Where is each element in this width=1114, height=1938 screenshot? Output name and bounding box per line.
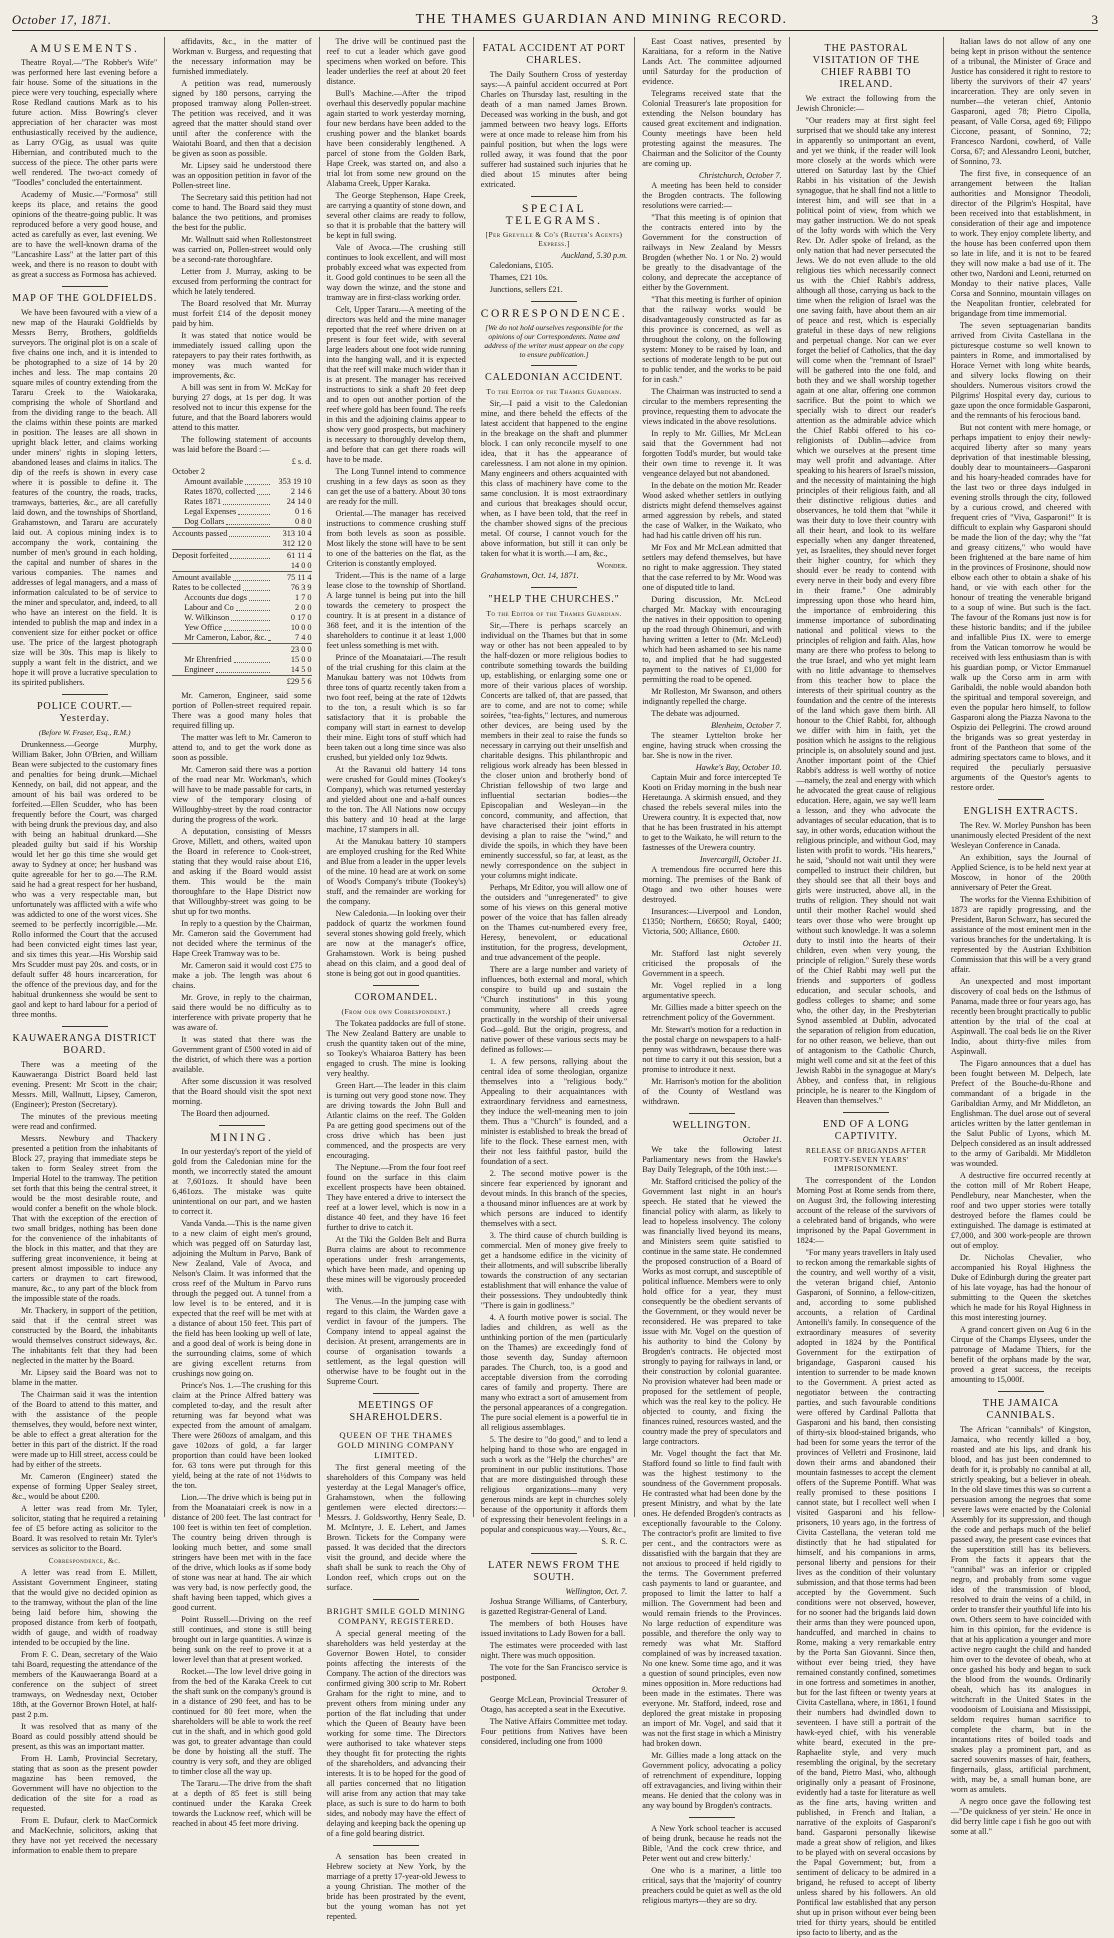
news-paragraph: A tremendous fire occurred here this morning. The premises of the Bank of Otago and two other houses were destroyed. xyxy=(642,865,782,904)
news-paragraph: Telegrams received state that the Colonial Treasurer's late proposition for extending the Nelson boundary has caused great excitement and indignation. County meetings have been held protesting against the measures. The Chairman and the Solicitor of the County are coming up. xyxy=(642,89,782,168)
correspondence-label: Correspondence, &c. xyxy=(48,1556,121,1565)
board-paragraph: A petition was read, numerously signed by 180 persons, carrying the proposed tramway along Pollen-street. The petition was received, and it was agreed that the matter should stand over until after the conference with the Waiotahi Board, and then that a decision be given as soon as possible. xyxy=(172,79,312,158)
board-paragraph: Mr. Cameron (Engineer) stated the expense of forming Upper Sealey street, &c., would be about £200. xyxy=(12,1472,158,1501)
mining-paragraph: Celt, Upper Tararu.—A meeting of the directors was held and the mine manager reported that the reef where driven on at present is four feet wide, with several large leaders about one foot wide running into the hanging wall, and it is expected that the reef will make much wider than it is at present. The manager has received instructions to sink a shaft 20 feet deep and to open out another portion of the reef where gold has been found. The reefs in this and the adjoining claims appear to show very good prospects, but machinery is necessary to thoroughly develop them, and before that can get there roads will have to be made. xyxy=(326,305,466,464)
section-divider xyxy=(998,799,1044,800)
account-row: Dog Collars 0 8 0 xyxy=(184,517,312,526)
mining-paragraph: The Tararu.—The drive from the shaft at a depth of 85 feet is still being continued under the Karaka Creek towards the Lucknow reef, which will be reached in about 45 feet more driving. xyxy=(172,1779,312,1828)
news-paragraph: A New York school teacher is accused of being drunk, because he reads not the Bible, 'And the cock crew thrice, and Peter went out and crew bitterly.' xyxy=(642,1824,782,1863)
telegram-line: Junctions, sellers £21. xyxy=(489,285,563,294)
amusements-heading: AMUSEMENTS. xyxy=(29,43,140,55)
news-paragraph: We take the following latest Parliamentary news from the Hawke's Bay Daily Telegraph, of the 10th inst.:— xyxy=(642,1145,782,1174)
special-telegrams-heading: SPECIAL TELEGRAMS. xyxy=(505,203,603,227)
map-heading: MAP OF THE GOLDFIELDS. xyxy=(12,293,158,304)
mining-paragraph: Vale of Avoca.—The crushing still continues to look excellent, and will most probably exceed what was expected from it. Good gold continues to be seen all the way down the winze, and the stone and tramway are in first-class working order. xyxy=(326,243,466,302)
account-row: Engineer 14 5 0 xyxy=(184,665,312,674)
meeting-paragraph: A special general meeting of the shareholders was held yesterday at the Governor Bowen Hotel, to consider points affecting the interests of the Company. The action of the directors was confirmed giving 300 scrip to Mr. Robert Graham for the right to mine, and to prevent others from mining under any portion of the flat including that under which the Queen of Beauty have been working for some time. The Directors were authorised to take whatever steps they thought fit for protecting the rights of the shareholders, and advancing their interests. It is to be hoped for the good of all parties concerned that no litigation will arise from any action that may take place, as such is sure to do harm to both sides, and nobody may have the effect of delaying and keeping back the opening up of a fine gold bearing district. xyxy=(326,1629,466,1838)
fatal-accident-heading: FATAL ACCIDENT AT PORT CHARLES. xyxy=(482,43,626,66)
board-paragraph: Letter from J. Murray, asking to be excused from performing the contract for which he lately tendered. xyxy=(172,267,312,296)
board-paragraph: The Secretary said this petition had not come to hand. The Board said they must balance the two petitions, and promises the best for the public. xyxy=(172,193,312,232)
mining-paragraph: New Caledonia.—In looking over their paddock of quartz the workmen found several stones showing gold freely, which are now at the manager's office, Grahamstown. Work is being pushed ahead on this claim, and a good deal of stone is being got out in good quantities. xyxy=(326,909,466,978)
coromandel-heading: COROMANDEL. xyxy=(354,992,438,1003)
dateline: Invercargill, October 11. xyxy=(699,855,782,864)
account-row: Legal Expenses 0 1 6 xyxy=(184,507,312,516)
captivity-heading: END OF A LONG CAPTIVITY. xyxy=(822,1119,910,1142)
news-paragraph: Insurances:—Liverpool and London, £1350; Northern, £6650; Royal, £400; Victoria, 500; Alliance, £600. xyxy=(642,907,782,936)
board-paragraph: The Board resolved that Mr. Murray must forfeit £14 of the deposit money paid by him. xyxy=(172,299,312,328)
news-paragraph: In the debate on the motion Mr. Reader Wood asked whether settlers in outlying districts might defend themselves against armed aggression by rebels, and stated the case of Walker, in the Waikato, who had had his cattle driven off his run. xyxy=(642,481,782,540)
correspondence-note: [We do not hold ourselves responsible for the opinions of our Correspondents. Name and address of the writer must appear on the copy to ensure publication.] xyxy=(484,323,624,359)
telegram-line: Thames, £21 10s. xyxy=(489,273,548,282)
column-2 xyxy=(165,37,319,1828)
queen-heading: QUEEN OF THE THAMES GOLD MINING COMPANY LIMITED. xyxy=(337,1430,455,1460)
mining-paragraph: The drive will be continued past the reef to cut a leader which gave good specimens when worked on before. This leader underlies the reef at about 20 feet distance. xyxy=(326,37,466,86)
dateline: October 9. xyxy=(591,1685,628,1694)
account-row: Amount available 75 11 4 xyxy=(172,573,312,582)
news-paragraph: During discussion, Mr. McLeod charged Mr. Mackay with encouraging the natives in their opposition to opening up the road through Ohinemuri, and with having written a letter to (Mr. McLeod) which had been ashamed to see his name to, and implied that he had suggested payment to the natives of £1,000 for permitting the road to be opened. xyxy=(642,595,782,684)
kauwaeranga-heading: KAUWAERANGA DISTRICT BOARD. xyxy=(12,1033,157,1056)
news-paragraph: George McLean, Provincial Treasurer of Otago, has accepted a seat in the Executive. xyxy=(480,1695,628,1714)
letter-signature: S. R. C. xyxy=(601,1537,628,1546)
board-paragraph: Messrs. Newbury and Thackery presented a petition from the inhabitants of Block 27, praying that immediate steps be taken to form Sealey street from the Imperial Hotel to the tramway. The petition set forth that this being the central street, it would be the most desirable route, and would confer a benefit on the whole block. That with the exception of the erection of two small bridges, nothing has been done for the convenience of the inhabitants of the block in this matter, and that they are suffering great inconvenience, it being at present almost impossible to induce any carters or draymen to cart firewood, manure, &c., to any part of the block from the impossible state of the roads. xyxy=(12,1134,158,1303)
mining-heading: MINING. xyxy=(210,1132,274,1144)
mining-paragraph: Rocket.—The low level drive going in from the bed of the Karaka Creek to cut the shaft sunk on the company's ground is in a distance of 290 feet, and has to be continued for 80 feet more, when the shareholders will be able to work the reef cut in the shaft, and in which good gold was got, to greater advantage than could be done by hoisting all the stuff. The country is very soft, and they are obliged to timber close all the way up. xyxy=(172,1667,312,1776)
dateline: Christchurch, October 7. xyxy=(698,171,782,180)
board-paragraph: Mr. Lipsey said he understood there was an opposition petition in favor of the Pollen-street line. xyxy=(172,161,312,190)
account-row: Rates 1870, collected 2 14 6 xyxy=(184,487,312,496)
news-paragraph: Mr. Vogel thought the fact that Mr. Stafford found so little to find fault with was the highest testimony to the soundness of the Government proposals. He contrasted what had been done by the present Ministry, and what by the late ones. He defended Brogden's contracts as exceptionally favourable to the Colony. The contractor's profit are limited to five per cent., and the contractors were as dissatisfied with the bargain that they are not anxious to proceed if held rigidly to the terms. The Government preferred cash payments to land or guarantee, and proposed to limit the latter to half a million. The Government had been and would remain friends to the Provinces. No large reduction of expenditure was possible, and therefore the only way to remedy was what Mr. Stafford complained of was by increased taxation. No one knew. Some time ago, and it was a question of sound principles, even now mines opposition in. More reductions had been made in the estimates. There was everyone. Mr. Stafford, indeed, rose and deplored the great mistake in proposing an import of Mr. Vogel, and said that it was not the first stage in which a Ministry had broken down. xyxy=(642,1449,782,1748)
wellington-heading: WELLINGTON. xyxy=(672,1120,752,1131)
board-paragraph: There was a meeting of the Kauwaeranga District Board held last evening. Present: Mr Scott in the chair; Messrs. Mill, Wallnutt, Lipsey, Cameron, (Engineer); Preston (Secretary). xyxy=(12,1060,158,1109)
article-paragraph: "Our readers may at first sight feel surprised that we should take any interest in apparently so unimportant an event, and yet we think, if the reader will look more closely at the words which were uttered on Saturday last by the Chief Rabbi in his visitation of the Jewish synagogue, that he shall find not a little to interest him, and will see that in a political point of view, from which we may gather instruction. We do not speak of the lofty words with which the Very Rev. Dr. Adler spoke of Ireland, as the only nation that had never persecuted the Jews. We do not even allude to the old religious ties which necessarily connect us with the Chief Rabbi's address, although all those, carrying us back to the time when the religion of Israel was the one saving faith, have about them an air of peace and rest, which is especially grateful in these days of new religions and perpetual change. Nor can we ever forget the belief of Catholics, that the day will come when the "remnant of Israel" will be gathered into the one fold, and both they and we shall worship together again at one altar, offering one common sacrifice. But the point to which we specially wish to direct our reader's attention as the admirable advice which the Chief Rabbi offered to his co-religionists of Dublin—advice from which we ourselves at the present time may well profit and advantage. After speaking to his hearers of Israel's mission, and the necessity of maintaining the high principles of their religious faith, and all their distinctive religious duties and observances, he told them that "while it was their duty to love their country with all their heart, and look to its welfare especially when any danger threatened, yet, as Israelites, they should never forget their higher country, for which they should ever be ready to contend with every nerve in their body and every fibre in their frame." One admirably impressing upon those who heard him, the importance of embroidering this immense importance of subordinating national and political views to the principles of religion and faith. Alas, how many are there who profess to belong to the true Israel, and who yet might learn with no little advantage to themselves from this teacher how to place the interests of their spiritual country as the foundation and the centre of the interests of the land which gave them birth. All honour to the Chief Rabbi, for, although we differ with him in faith, yet the position which he assigns to the religious principle is, on absolutely sound and just. Another important point of the Chief Rabbi's address is well worthy of notice—namely, the zeal and energy with which he advocated the great cause of religious education. Here, again, we say we'll learn a lesson, and they who advocate the advantages of secular education, that is to say, in other words, education without the religious principle, and without God, may listen with profit to words. "His hearers," he said, "should not wait until they were compelled to instruct their children, but they should see that all their boys and girls were instructed, above all, in the truths of religion. They should not wait until their mother Rachel would shed tears over those who were brought up without such knowledge. It was a solemn duty to instil into the hearts of their children, even when very young, the principle of religion." Surely these words of the Chief Rabbi may well put the friends and supporters of godless education, and secular schools, and godless colleges to shame; and some who, the other day, in the Presbyterian Synod assembled at Dublin, advocated the separation of religion from education, for no other reason, we believe, than out of antagonism to the Catholic Church, might well come and sit at the feet of this Jewish Rabbi in the synagogue at Mary's Abbey, and confess that, in religious principle, he is nearer to the Kingdom of Heaven than themselves." xyxy=(796,116,936,1105)
article-paragraph: "For many years travellers in Italy used to reckon among the remarkable sights of the country, and well worthy of a visit, the veteran brigand chief, Antonio Gasparoni, of Sonnino, a fellow-citizen, and, according to some published accounts, a relation of Cardinal Antonelli's family. In consequence of the extraordinary measures of severity adopted in 1824 by the Pontifical Government for the extirpation of brigandage, Gasparoni caused his intention to surrender to be made known to the Government. A priest acted as negotiator between the contracting parties, and such favourable conditions were offered by Cardinal Pallotta that Gasparoni and his band, then consisting of thirty-six blood-stained brigands, who had been for some years the terror of the provinces of Velletri and Frosinone, laid down their arms and abandoned their mountain fastnesses to accept the clement offers of the Supreme Pontiff. What was really promised to these positions I cannot state, but I recollect well when I visited Gasparoni and his fellow-prisoners, 10 years ago, in the fortress of Civita Castellana, the veteran told me distinctly that he had stipulated for himself, and his companions in arms, personal liberty and pensions for their lives as the condition of their voluntary submission, and that those terms had been accepted by the Government. Such conditions were not observed, however, for no sooner had the brigands laid down their arms than they were pounced upon, handcuffed, and marched in chains to Rome, making a very remarkable entry by the Porta San Giovanni. Since then, without ever being tried, they have remained constantly confined, sometimes in one fortress and sometimes in another, but for the last fifteen or twenty years at Civita Castellana, where, in 1861, I found their numbers had dwindled down to seventeen. I have still a portrait of the hawk-eyed chief, with his venerable white beard, executed in the pre-Raphaelite style, and very much resembling the original, by the secretary of the band, Pietro Masi, who, although originally only a peasant of Frosinone, evidently had a taste for literature as well as the fine arts, having written and published, in French and Italian, a narrative of the exploits of Gasparoni's band. Gasparoni personally likewise made a great show of religion, and likes to be played with on several occasions by the Papal Government; but, from a sentiment of delicacy to be admired in a brigand, he refused to accept of liberty unless shared by his followers. An old Pontifical law established that any person shut up in prison without ever being been tried for thirty years, should be entitled ipso facto to liberty, and as the xyxy=(796,1248,936,1937)
letter-addressee: To the Editor of the Thames Guardian. xyxy=(486,387,622,396)
section-divider xyxy=(373,1845,419,1846)
english-extracts-heading: ENGLISH EXTRACTS. xyxy=(963,806,1079,817)
amusements-paragraph: Academy of Music.—"Formosa" still keeps its place, and retains the good opinions of the theatre-going public. It was reproduced before a very good house, and acted as carefully as ever, last evening. We are to have the well-known drama of the "Lancashire Lass" at the latter part of this week, and there is no reason to doubt with as great a success as Formosa has achieved. xyxy=(12,190,158,279)
board-paragraph: Mr. Wallnutt said when Rollestonstreet was carried on, Pollen-street would only be a second-rate thoroughfare. xyxy=(172,235,312,264)
board-paragraph: Mr. Cameron said there was a portion of the road near Mr. Workman's, which will have to be made passable for carts, in view of the temporary closing of Willoughby-street by the road contractor during the progress of the work. xyxy=(172,765,312,824)
board-paragraph: The minutes of the previous meeting were read and confirmed. xyxy=(12,1112,158,1131)
account-row: Rates 1871 24 14 0 xyxy=(184,497,312,506)
article-paragraph: Italian laws do not allow of any one being kept in prison without the sentence of a tribunal, the Minister of Grace and Justice has considered it right to restore to liberty the survivors of their 47 years' incarceration. They are only seven in number—the veteran chief, Antonio Gasparoni, aged 78; Pietro Cipolla, peasant, of Valle Corsa, aged 69; Filippo Ciccone, peasant, of Sonnino, 72; Francesco Nardoni, cowherd, of Valle Corsa, 67; and Alessandro Leoni, butcher, of Sonnino, 73. xyxy=(950,37,1091,166)
mining-paragraph: In our yesterday's report of the yield of gold from the Caledonian mine for the month, we incorrectly stated the amount at 7,601ozs. It should have been 6,461ozs. The mistake was quite unintentional on our part, and we hasten to correct it. xyxy=(172,1147,312,1216)
telegram-place: Auckland, 5.30 p.m. xyxy=(561,251,628,260)
mining-paragraph: Lion.—The drive which is being put in from the Moanataiari creek is now in a distance of 200 feet. The last contract for 100 feet is within ten feet of completion. The country being driven through is looking much better, and some small stringers have been met with in the face of the drive, which looks as if some body of stone was near at hand. The air which was very bad, is now perfectly good, the shaft having been tapped, which gives a good current. xyxy=(172,1493,312,1612)
account-row: 14 0 0 xyxy=(290,561,312,570)
news-paragraph: Mr. Gillies made a long attack on the Government policy, advocating a policy of retrenchment of expenditure, lopping off extravagancies, and living within their means. He denied that the colony was in any way bound by Brogden's contracts. xyxy=(642,1751,782,1810)
board-paragraph: The Board then adjourned. xyxy=(181,1109,270,1118)
dateline: October 11. xyxy=(742,939,782,948)
news-paragraph: Mr. Stafford last night severely criticised the proposals of the Government in a speech. xyxy=(642,949,782,978)
news-paragraph: The Chairman was instructed to send a circular to the members representing the province, requesting them to advocate the views indicated in the above resolutions. xyxy=(642,387,782,426)
extract-paragraph: A grand concert given on Aug 6 in the Cirque of the Champs Elysees, under the patronage of Madame Thiers, for the benefit of the orphans made by the war, proved a great success, the receipts amounting to 15,000f. xyxy=(950,1325,1091,1384)
section-divider xyxy=(62,286,108,287)
news-paragraph: The steamer Lyttelton broke her engine, having struck when crossing the bar. She is now in the river. xyxy=(642,731,782,760)
account-row: Rates to be collected 76 3 9 xyxy=(172,583,312,592)
police-heading: POLICE COURT.—Yesterday. xyxy=(36,701,133,724)
board-paragraph: It was stated that there was the Government grant of £500 voted in aid of the district, of which there was a portion available. xyxy=(172,1035,312,1074)
board-paragraph: From E. Dufaur, clerk to MacCormick and MacKechnie, solicitors, asking that they have not yet received the necessary information to enable them to prepare xyxy=(12,1816,158,1855)
board-paragraph: Mr. Lipsey said the Board was not to blame in the matter. xyxy=(12,1368,158,1387)
coromandel-subheading: (From our own Correspondent.) xyxy=(341,1007,451,1016)
extract-paragraph: The works for the Vienna Exhibition of 1873 are rapidly progressing, and the President, Baron Schwarz, has secured the assistance of the most eminent men in the various branches for the undertaking. It is represented by the Austrian Exhibition Commission that this will be a very grand affair. xyxy=(950,895,1091,974)
section-divider xyxy=(689,1113,735,1114)
letter-paragraph: 2. The second motive power is the sincere fear experienced by ignorant and devout minds. In this branch of the species, a thousand minor influences are at work by which persons are induced to identify themselves with a sect. xyxy=(480,1169,628,1228)
mining-paragraph: Point Russell.—Driving on the reef still continues, and stone is still being brought out in large quantities. A winze is being sunk on the reef to prove it at a lower level than that at present worked. xyxy=(172,1615,312,1664)
dateline: Blenheim, October 7. xyxy=(710,721,782,730)
news-paragraph: Mr. Gillies made a bitter speech on the retrenchment policy of the Government. xyxy=(642,1003,782,1022)
news-paragraph: One who is a mariner, a little too critical, says that the 'majority' of country preachers could be quiet as well as the old religious martyrs—they are so dry. xyxy=(642,1866,782,1905)
mining-paragraph: Vanda Vanda.—This is the name given to a new claim of eight men's ground, which was pegged off on Saturday last, adjoining the Multum in Parvo, Bank of New Zealand, Vale of Avoca, and Nelson's Claim. It was informed that the cross reef of the Multum in Parvo runs through the pegged out. A tunnel from a low level is to be entered, and it is expected that the reef will be met with at a distance of about 150 feet. This part of the field has been looking up well of late, and a good deal of work is being done in the surrounding claims, some of which are giving excellent returns from crushings now going on. xyxy=(172,1219,312,1378)
extract-paragraph: An unexpected and most important discovery of coal beds on the Isthmus of Panama, made three or four years ago, has recently been brought practically to public attention by the trial of the coal at Aspinwall. The coal beds lie on the River Indio, about thirty-five miles from Aspinwall. xyxy=(950,977,1091,1056)
coromandel-paragraph: The Neptune.—From the four foot reef found on the surface in this claim excellent prospects have been obtained. They have entered a drive to intersect the reef at a lower level, which is now in a distance 40 feet, and they have 16 feet further to drive to catch it. xyxy=(326,1163,466,1232)
account-row: W. Wilkinson 0 17 0 xyxy=(184,613,312,622)
mining-paragraph: Oriental.—The manager has received instructions to commence crushing stuff from both levels as soon as possible. Most likely the stone will have to be sent to one of the batteries on the flat, as the Criterion is constantly employed. xyxy=(326,509,466,568)
board-paragraph: affidavits, &c., in the matter of Workman v. Burgess, and requesting that the necessary information may be furnished immediately. xyxy=(172,37,312,76)
board-paragraph: In reply to a question by the Chairman, Mr. Cameron said the Government had not decided where the terminus of the Hape Creek Tramway was to be. xyxy=(172,919,312,958)
news-paragraph: The vote for the San Francisco service is postponed. xyxy=(480,1663,628,1682)
column-6 xyxy=(790,37,944,1937)
news-paragraph: Mr. Harrison's motion for the abolition of the County of Westland was withdrawn. xyxy=(642,1077,782,1106)
meetings-heading: MEETINGS OF SHAREHOLDERS. xyxy=(349,1400,443,1423)
account-row: Mr Cameron, Labor, &c. 7 4 0 xyxy=(184,633,312,642)
board-paragraph: A letter was read from E. Millett, Assistant Government Engineer, stating that the would give no decided opinion as to the tramway, without the plan of the line being laid before him, showing the proposed distance from kerb of footpath, width of gauge, and width of roadway intended to be occupied by the line. xyxy=(12,1568,158,1647)
news-paragraph: The Native Affairs Committee met today. Four petitions from Natives have been considered, including one from 1000 xyxy=(480,1717,628,1746)
section-divider xyxy=(689,1817,735,1818)
column-4 xyxy=(474,37,635,1746)
letter-paragraph: There are a large number and variety of influences, both external and moral, which conspire to build up and sustain the "Church institutions" in this young community, where all creeds agree practically in the worship of their universal God—gold. But the origin, progress, and native power of these various sects may be defined as follows:— xyxy=(480,965,628,1054)
section-divider xyxy=(531,196,577,197)
news-paragraph: "That this meeting is further of opinion that the railway works would be disadvantageously constructed as far as this province is concerned, as well as throughout the colony, on the following system: Money to be raised by loan, and sections of moderate length to be put out to public tender, and the works to be paid for in cash." xyxy=(642,295,782,384)
account-row: 23 0 0 xyxy=(172,643,311,655)
news-paragraph: East Coast natives, presented by Karaitiana, for a reform in the Native Lands Act. The committee adjourned until Saturday for the production of evidence. xyxy=(642,37,782,86)
later-news-heading: LATER NEWS FROM THE SOUTH. xyxy=(488,1560,620,1583)
news-paragraph: A sensation has been created in Hebrew society at New York, by the marriage of a pretty 17-year-old Jewess to a young Christian. The mother of the bride has been prostrated by the event, but the young woman has not yet repented. xyxy=(326,1852,466,1921)
coromandel-paragraph: The Tokatea paddocks are full of stone. The New Zealand Battery are unable to crush the quantity taken out of the mine, so Tookey's Whaiaroa Battery has been engaged to crush. The mine is looking very healthy. xyxy=(326,1019,466,1078)
mining-paragraph: The George Stephenson, Hape Creek, are carrying a quantity of stone down, and several other claims are ready to follow, so that it is probable that the battery will be kept in full swing. xyxy=(326,191,466,240)
board-paragraph: Mr. Cameron, Engineer, said some portion of Pollen-street required repair. There was a good many holes that required filling up. xyxy=(172,691,312,730)
letter-paragraph: 1. A few persons, rallying about the central idea of some theologian, organize themselves into a "religious body." Appealing to their acquaintances with extraordinary fervidness and earnestness, they induce the well-meaning men to join them. Thus a "Church" is founded, and a minister is established to break the bread of life to the flock. These earnest men, with their not less faithful pastor, build the foundation of a sect. xyxy=(480,1057,628,1166)
section-divider xyxy=(62,694,108,695)
accident-paragraph: The Daily Southern Cross of yesterday says:—A painful accident occurred at Port Charles on Thursday last, resulting in the death of a man named James Brown. Deceased was working in the bush, and got jammed between two heavy logs. Efforts were at once made to release him from his painful position, but when the logs were rolled away, it was found that the poor sufferer had sustained such injuries that he died about 15 minutes after being extricated. xyxy=(480,70,628,189)
board-paragraph: A letter was read from Mr. Tyler, solicitor, stating that he required a retaining fee of £5 before acting as solicitor to the Board. It was resolved to retain Mr. Tyler's services as solicitor to the Board. xyxy=(12,1504,158,1553)
section-divider xyxy=(373,1393,419,1394)
section-divider xyxy=(531,587,577,588)
board-paragraph: From F. C. Dean, secretary of the Waio tahi Board, requesting the attendance of the members of the Kauwaeranga Board at a conference on the subject of street tramways, on Wednesday next, October 18th, at the Governor Brown Hotel, at half-past 2 p.m. xyxy=(12,1650,158,1719)
mining-paragraph: Trident.—This is the name of a large lease close to the township of Shortland. A large tunnel is being put into the hill towards the cemetery to prospect the country. It is at present in a distance of 368 feet, and it is the intention of the shareholders to continue it at least 1,000 feet unless something is met with. xyxy=(326,571,466,650)
pastoral-heading: THE PASTORAL VISITATION OF THE CHIEF RABBI TO IRELAND. xyxy=(812,43,920,90)
board-paragraph: The following statement of accounts was laid before the Board :— xyxy=(172,435,312,454)
page-number: 3 xyxy=(1091,12,1098,27)
board-paragraph: A deputation, consisting of Messrs Grove, Millett, and others, waited upon the Board in reference to Cook-street, stating that they would raise about £16, and asking if the Board would assist them. This would be the main thoroughfare to the Hape District now that Willoughby-street was going to be shut up for two months. xyxy=(172,827,312,916)
police-paragraph: Drunkenness.—George Murphy, William Baker, John O'Brien, and William Bean were subjected to the customary fines and penalties for being drunk.—Michael Kennedy, on bail, did not appear, and the amount of his bail was ordered to be forfeited.—Ellen Scudder, who has been frequently before the Court, was charged with being drunk the previous day, and also with being an habitual drunkard.—She pleaded guilty but said if his Worship would let her go this time she would get away to Sydney at once; her husband was quite agreeable for her to go.—The R.M. said he had a great respect for her husband, who was a very respectable man, but unfortunately was afflicted with a wife who was addicted to one of the worst vices. She seemed to be perfectly incorrigible.—Mr. Rollo informed the Court that the accused had been convicted eight times last year, and six times this year.—His Worship said Mrs Scudder must pay 20s. and costs, or in default suffer 48 hours incarceration, for the offence of the previous day, and for the habitual drunkenness she would be sent to gaol and kept to hard labour for a period of three months. xyxy=(12,740,158,1019)
letter-paragraph: Sir,—There is perhaps scarcely an individual on the Thames but that in some way or other has not been appealed to by the half-dozen or more religious bodies to contribute something towards the building up, establishing, or enlarging some one or more of their various places of worship. Concerts are talked of, that are passed, that are to come, and are not to come; while soirées, "tea-fights," lectures, and numerous other devices, are being used by the members in their zeal to raise the funds so necessary in carrying out their unselfish and charitable designs. This philanthropic and religious work already has been blessed in the closer union and brotherly bond of Christian fellowship of two large and influential sectarian bodies—the Episcopalian and Wesleyan—in the concord, community, and affection, that have characterised their joint efforts in devising a plan to raise the "wind," and divide the spoils, in which they have been eminently successful, so far, at least, as the newly correspondence on the subject in your columns might indicate. xyxy=(480,621,628,880)
correspondence-heading: CORRESPONDENCE. xyxy=(480,308,628,320)
board-paragraph: It was resolved that as many of the Board as could possibly attend should be present, as this was an important matter. xyxy=(12,1722,158,1751)
coromandel-paragraph: At the Tiki the Golden Belt and Burra Burra claims are about to recommence operations under fresh arrangements, which have been made, and opening up these mines will be vigorously proceeded with. xyxy=(326,1235,466,1294)
account-row: Labour and Co 2 0 0 xyxy=(184,603,312,612)
news-paragraph: A meeting has been held to consider the Brogden contracts. The following resolutions were carried:— xyxy=(642,181,782,210)
accounts-header: £ s. d. xyxy=(291,457,312,466)
telegram-line: Caledonians, £105. xyxy=(489,261,554,270)
news-paragraph: Captain Muir and force intercepted Te Kooti on Friday morning in the bush near Heretaunga. A skirmish ensued, and they chased the rebels several miles into the Urewera country. It is expected that, now that he has been frustrated in his attempt to get to the Waikato, he will return to the fastnesses of the Urewera country. xyxy=(642,773,782,852)
section-divider xyxy=(531,365,577,366)
section-divider xyxy=(998,1391,1044,1392)
article-paragraph: The correspondent of the London Morning Post at Rome sends from there, on August 3rd, the following interesting account of the release of the survivors of a celebrated band of brigands, who were imprisoned by the Papal Government in 1824:— xyxy=(796,1176,936,1245)
extract-paragraph: The Rev. W. Morley Punshon has been unanimously elected President of the next Wesleyan Conference in Canada. xyxy=(950,821,1091,850)
account-row: Mr Ehrenfried 15 0 0 xyxy=(184,655,312,664)
news-paragraph: Mr. Stewart's motion for a reduction in the postal charge on newspapers to a half-penny was withdrawn, because there was not time to carry it out this session, but a promise to introduce it next. xyxy=(642,1025,782,1074)
article-paragraph: The African "cannibals" of Kingston, Jamaica, who recently killed a boy, roasted and ate his lips, and drank his blood, and has just been condemned to death for it, is probably no cannibal at all, strictly speaking, but a believer in obeah. In the old slave times this was so current a persuasion among the negroes that some severe laws were enacted by the Colonial Assembly for its suppression, and though the code and perhaps much of the belief passed away, the present case evinces that the superstition still has its believers. From the facts it appears that the "cannibal" was an inferior or crippled negro, and probably from some vague idea of the transmission of blood, resolved to drain the veins of a child, in order to transfer their youthful life into his own. Others seem to have coincided with him in this opinion, for the evidence is that at his application a younger and more active negro caught the child and handed him over to the devotee of obeah, who at once gashed his body and began to suck the blood from the wounds. Ordinarily obeah, which has its analogues in witchcraft in the United States in the voodooism of Louisiana and Mississippi, seldom requires human sacrifice to complete the charm, but in the incantations rites of boiled toads and snakes play a prominent part, and as sacred souvenirs masses of hair, feathers, fingernails, glass, artificial parchment, with, may be, a small human bone, are worn as amulets. xyxy=(950,1425,1091,1794)
account-row: Accounts due dogs 1 7 0 xyxy=(184,593,312,602)
account-row: 312 12 0 xyxy=(282,539,312,548)
mining-paragraph: Prince's Nos. 1.—The crushing for this claim at the Prince Alfred battery was completed to-day, and the result after returning was far beyond what was expected from the amount of amalgam. There were 260ozs of amalgam, and this gave 102ozs of gold, a far larger proportion than could have been looked for. 63 tons were put through for this yield, being at the rate of not 1½dwts to the ton. xyxy=(172,1381,312,1490)
mining-paragraph: Prince of the Moanataiari.—The result of the trial crushing for this claim at the Manukau battery was not 10dwts from three tons of quartz recently taken from a two foot reef, being at the rate of 12dwts to the ton, a result which is so far satisfactory that it is probable the company will start in earnest to develop their mine. Eight tons of stuff which had been taken out a long time since was also crushed, but yielded only 1oz 9dwts. xyxy=(326,653,466,762)
section-divider xyxy=(219,1125,265,1126)
dateline: October 11. xyxy=(742,1135,782,1144)
account-row: October 2 xyxy=(172,467,205,476)
news-paragraph: Mr. Vogel replied in a long argumentative speech. xyxy=(642,981,782,1000)
column-grid xyxy=(12,37,1098,1937)
coromandel-paragraph: The Venus.—In the jumping case with regard to this claim, the Warden gave a verdict in favour of the jumpers. The Company intend to appeal against the decision. At present, arrangements are in course of organisation towards a settlement, as the legal question will otherwise have to be fought out in the Supreme Court. xyxy=(326,1297,466,1386)
accounts-statement xyxy=(172,457,311,687)
dateline: Hawke's Bay, October 10. xyxy=(695,763,782,772)
captivity-subheading: RELEASE OF BRIGANDS AFTER FORTY-SEVEN YEARS' IMPRISONMENT. xyxy=(805,1146,927,1173)
board-paragraph: After some discussion it was resolved that the Board should visit the spot next morning. xyxy=(172,1077,312,1106)
news-paragraph: Joshua Strange Williams, of Canterbury, is gazetted Registrar-General of Land. xyxy=(480,1597,628,1616)
news-paragraph: "That this meeting is of opinion that the contracts entered into by the Government for the construction of railways in New Zealand by Messrs Brogden (whether No. 1 or No. 2) would be greatly to the disadvantage of the colony, and deprecate the acceptance of either by the Government. xyxy=(642,213,782,292)
section-divider xyxy=(62,1026,108,1027)
mining-paragraph: The Long Tunnel intend to commence crushing in a few days as soon as they can get the use of a battery. About 30 tons are ready for the mill. xyxy=(326,467,466,506)
dateline: Wellington, Oct. 7. xyxy=(565,1587,628,1596)
board-paragraph: From H. Lamb, Provincial Secretary, stating that as soon as the present powder magazine has been removed, the Government will have no objection to the dedication of the site for a road as requested. xyxy=(12,1754,158,1813)
board-paragraph: Mr. Grove, in reply to the chairman, said there would be no difficulty as to interference with private property that he was aware of. xyxy=(172,993,312,1032)
section-divider xyxy=(531,1553,577,1554)
extract-paragraph: Dr. Nicholas Chevalier, who accompanied his Royal Highness the Duke of Edinburgh during the greater part of his late voyage, has had the honour of submitting to the Queen the sketches which he made for his Royal Highness in this most interesting journey. xyxy=(950,1253,1091,1322)
letter-paragraph: Sir,—I paid a visit to the Caledonian mine, and there beheld the effects of the latest accident that happened to the engine in the breakage on the shaft and plummer block. I can only reconcile myself to one idea, that it has the appearance of carelessness. I am not alone in my opinion. Many engineers and others acquainted with this class of machinery have come to the same conclusion. It is most extraordinary and curious that breakages should occur, when, as I have been told, that the reef in the chamber showed signs of the precious metal. Of course, I cannot vouch for the above information, but still it can only be taken for what it is worth.—I am, &c., xyxy=(480,399,628,558)
police-subheading: (Before W. Fraser, Esq., R.M.) xyxy=(38,728,131,737)
letter-paragraph: 3. The third cause of church building is commercial. Men of money give freely to get a handsome edifice in the vicinity of their allotments, and will subscribe liberally towards the construction of any sectarian establishment that will enhance the value of their possessions. They undoubtedly think "There is gain in godliness." xyxy=(480,1231,628,1310)
mining-paragraph: At the Ravanui old battery 14 tons were crushed for Gould mines (Tookey's Company), which was returned yesterday and yielded about one and a-half ounces to the ton. The All Nations now occupy this battery and 10 head at the large machine, 17 stampers in all. xyxy=(326,765,466,834)
letter-date: Grahamstown, Oct. 14, 1871. xyxy=(480,571,579,580)
account-row: Accounts passed 313 10 4 xyxy=(172,529,312,538)
board-paragraph: A bill was sent in from W. McKay for burying 27 dogs, at 1s per dog. It was resolved not to incur this expense for the future, and that the Board laborers would attend to this matter. xyxy=(172,383,312,432)
help-churches-heading: "HELP THE CHURCHES." xyxy=(488,594,620,605)
section-divider xyxy=(531,301,577,302)
article-paragraph: The first five, in consequence of an arrangement between the Italian authorities and Monsignor Theodoli, director of the Pilgrim's Hospital, have been received into that establishment, in consideration of their age and impotence to work. They enjoy complete liberty, and the house has been conferred upon them so late in life, and it is not to be feared they will now make a bad use of it. The other two, Nardoni and Leoni, returned on Monday to their native places, Valle Corsa and Sonnino, mountain villages on the Neapolitan frontier, celebrated for brigandage from time immemorial. xyxy=(950,169,1091,318)
column-5 xyxy=(635,37,789,1905)
news-paragraph: Mr Rolleston, Mr Swanson, and others indignantly repelled the charge. xyxy=(642,687,782,706)
masthead xyxy=(12,6,1098,31)
board-paragraph: Mr. Cameron said it would cost £75 to make a job. The length was about 6 chains. xyxy=(172,961,312,990)
account-row: £29 5 6 xyxy=(172,675,311,687)
coromandel-paragraph: Green Hart.—The leader in this claim is turning out very good stone now. They are driving towards the John Bull and Atlantic claims on the reef. The Golden Pa are getting good specimens out of the cross drive which has been just commenced, and the prospects are very encouraging. xyxy=(326,1081,466,1160)
section-divider xyxy=(843,1112,889,1113)
section-divider xyxy=(373,1599,419,1600)
news-paragraph: The debate was adjourned. xyxy=(651,709,740,718)
letter-paragraph: Perhaps, Mr Editor, you will allow one of the outsiders and "unregenerated" to give some of his views on this general motive power of the voice that has fallen already on the Thames cut-numbered every free, Heresy, benevolent, or educational institution, for the progress, development, and true advancement of the people. xyxy=(480,883,628,962)
news-paragraph: Mr Fox and Mr McLean admitted that settlers may defend themselves, but have no right to make aggression. They stated that the case referred to by Mr. Wood was one of disputed title to land. xyxy=(642,543,782,592)
letter-paragraph: 4. A fourth motive power is social. The ladies and children, as well as the unthinking portion of the men (particularly on the Thames) are exceedingly fond of those seventh day, Sunday afternoon parades. The Church, too, is a good and acceptable diversion from the corroding cares of family and property. There are many who extract a sort of amusement from the personal appearances of a congregation. The pure social element is a powerful tie in all religious assemblages. xyxy=(480,1313,628,1432)
section-divider xyxy=(373,985,419,986)
news-paragraph: In reply to Mr. Gillies, Mr McLean said that the Government had not forgotten Todd's murder, but would take their own time to revenge it. It was vengeance delayed but not abandoned. xyxy=(642,429,782,478)
meeting-paragraph: The first general meeting of the shareholders of this Company was held yesterday at the Legal Manager's office, Grahamstown, when the following gentlemen were elected directors:—Messrs. J. Goldsworthy, Henry Seale, D. M. McIntyre, J. E. Lehert, and James Brown. Tickets for the Company were passed. It was decided that the directors visit the ground, and decide where the shaft shall be sunk to reach the Ohy of London reef, which crops out on the surface. xyxy=(326,1463,466,1592)
article-paragraph: We extract the following from the Jewish Chronicle:— xyxy=(796,94,936,113)
telegrams-subheading: [Per Greville & Co's (Reuter's Agents) Express.] xyxy=(485,230,623,248)
newspaper-title: THE THAMES GUARDIAN AND MINING RECORD. xyxy=(415,12,788,27)
map-paragraph: We have been favoured with a view of a new map of the Hauraki Goldfields by Messrs Berry, Brothers, goldfields surveyors. The original plot is on a scale of five chains one inch, and it is intended to be photographed to a size of 14 by 20 inches and less. The map contains 20 square miles of country extending from the Tararu Creek to the Waiokaraka, comprising the whole of Shortland and from the dividing range to the beach. All the claims within these points are marked in position. The leases are all shown in upright black letter, and claims working under miners' rights in sloping letters, abandoned leases and claims in italics. The dip of the reefs is shown in every case where it is possible to define it. The features of the country, the roads, tracks, tramways, batteries, &c., are all carefully laid down, and the townships of Shortland, Grahamstown, and Tararu are accurately laid out. A copious mining index is to accompany the work, containing the number of men's ground in each holding, the capital and number of shares in the various companies. The names and addresses of legal managers, and a mass of information calculated to be of service to the miner and speculator, and, indeed, to all who have an interest on the field. It is intended to publish the map and index in a convenient size for either pocket or office use. The price of the largest photograph size will be 30s. This map is likely to supply a want felt in the district, and we hope it will prove a lucrative speculation to its spirited publishers. xyxy=(12,308,158,687)
column-1 xyxy=(12,37,165,1855)
article-paragraph: But not content with mere homage, or perhaps impatient to enjoy their newly-acquired liberty after so many years deprivation of that inestimable blessing, doubly dear to mountaineers—Gasparoni and his hoary-headed comrades have for the last two or three days indulged in evening strolls through the city, followed by a curious crowd, and cheered with frequent cries of "Viva, Gasparoni!" It is difficult to explain why Gasparoni should be made the lion of the day; why the "fat and greasy citizens," who would have been frightened at the bare name of him in the provinces of Frosinone, should now elbow each other to obtain a shake of his hand, or vie with each other for the honour of treating the venerable brigand to a soup of wine. But such is the fact. The favour of the Romans just now is for these historic bandits; and if the jubilee and infallible Pius IX. were to emerge from the Vatican tomorrow he would be received with less enthusiasm than is with his guardian pomp, or Victor Emmanuel walk up the Corso arm in arm with Garibaldi, the noble would abandon both the spiritual and temporal sovereign, and even the popular hero himself, to follow Gasparoni along the Piazza Navona to the Ospizio dei Pellegrini. The crowd around the brigands was so great yesterday in front of the Pantheon that some of the admiring spectators came to blows, and it required the peculiarly persuasive arguments of the Questor's agents to restore order. xyxy=(950,423,1091,792)
account-row: Yew Office 10 0 0 xyxy=(184,623,312,632)
amusements-paragraph: Theatre Royal.—"The Robber's Wife" was performed here last evening before a fair house. Some of the situations in the piece were very touching, especially where Rose Redland cautions Mark as to his future action. Miss Bowring's clever appreciation of her character was most enthusiastically received by the audience, as Larry O'Gig, as usual was quite Hibernian, and contributed much to the success of the piece. The other parts were well rendered. The two-act comedy of "Toodles" concluded the entertainment. xyxy=(12,58,158,187)
account-row: Amount available 353 19 10 xyxy=(184,477,312,486)
caledonian-heading: CALEDONIAN ACCIDENT. xyxy=(484,372,624,383)
board-paragraph: It was stated that notice would be immediately issued calling upon the ratepayers to pay their rates forthwith, as money was much wanted for improvements, &c. xyxy=(172,331,312,380)
article-paragraph: The seven septuagenarian bandits arrived from Civita Castellana in the picturesque costume so well known to painters in Rome, and immortalised by Horace Vernet with long white beards, and silvery locks flowing on their shoulders. Numerous visitors crowd the Pilgrims' Hospital every day, curious to gaze upon the once formidable Gasparoni, and the remnants of his ferocious band. xyxy=(950,321,1091,420)
bright-smile-heading: BRIGHT SMILE GOLD MINING COMPANY, REGISTERED. xyxy=(326,1606,466,1626)
letter-addressee: To the Editor of the Thames Guardian. xyxy=(486,609,622,618)
article-paragraph: A negro once gave the following test—"De quickness of yer stein.' He once in did berry little cape i fish he goo out with some at all." xyxy=(950,1797,1091,1836)
news-paragraph: The estimates were proceeded with last night. There was much opposition. xyxy=(480,1641,628,1660)
board-paragraph: The matter was left to Mr. Cameron to attend to, and to get the work done as soon as possible. xyxy=(172,733,312,762)
news-paragraph: The members of both Houses have issued invitations to Lady Bowen for a ball. xyxy=(480,1619,628,1638)
letter-signature: Wonder. xyxy=(596,561,628,570)
extract-paragraph: A destructive fire occurred recently at the cotton mill of Mr Robert Heape, Pendlebury, near Manchester, when the roof and two upper stories were totally destroyed before the flames could be extinguished. The damage is estimated at £7,000, and 300 work-people are thrown out of employ. xyxy=(950,1171,1091,1250)
column-7 xyxy=(944,37,1098,1836)
jamaica-heading: THE JAMAICA CANNIBALS. xyxy=(982,1398,1060,1421)
extract-paragraph: An exhibition, says the Journal of Applied Science, is to be held next year at Moscow, in honor of the 200th anniversary of Peter the Great. xyxy=(950,853,1091,892)
news-paragraph: Mr. Stafford criticised the policy of the Government last night in an hour's speech. He stated that he viewed the financial policy with alarm, as likely to lead to hopeless insolvency. The colony was financially lived beyond its means, and Ministers seem quite satisfied to continue in the same state. He condemned the proposed construction of a Board of Works as most corrupt, and susceptible of political influence. Members were to only hold office for a year, they must consequently be the obedient servants of the Government, or they would never be reconsidered. He was prepared to take issue with Mr. Vogel on the question of his authority to bind the Colony by Brogden's contracts. He objected most strongly to paying for railways in land, or their construction by colonial guarantee. No provision whatever had been made or proposed for the settlement of people, which was the real key to the policy. He objected to county, and fixing the finances ruined, resources wasted, and the country made the prey of speculators and large contractors. xyxy=(642,1177,782,1446)
issue-date: October 17, 1871. xyxy=(12,13,112,27)
board-paragraph: The Chairman said it was the intention of the Board to attend to this matter, and with the assistance of the people themselves, they would, before next winter, be able to effect a great alteration for the better in this part of the district. If the road were made up to Hill street, access could be had by either of the streets. xyxy=(12,1390,158,1469)
mining-paragraph: Bull's Machine.—After the tripod overhaul this deservedly popular machine again started to work yesterday morning, four new berdans have been added to the crushing power and the blanket boards have been considerably lengthened. A parcel of stone from the Golden Bark, Hape Creek, was started on, and also a trial lot from some new ground on the Alabama Creek, Upper Karaka. xyxy=(326,89,466,188)
account-row: Deposit forfeited 61 11 4 xyxy=(172,551,312,560)
mining-paragraph: At the Manukau battery 10 stampers are employed crushing for the Red White and Blue from a leader in the upper levels of the mine. 10 head are at work on some of Wood's Company's tribute (Tookey's) stuff, and the remainder are working for the company. xyxy=(326,837,466,906)
column-3 xyxy=(320,37,474,1921)
letter-paragraph: 5. The desire to "do good," and to lend a helping hand to those who are engaged in such a work as the "Help the churches" are prominent in our public institutions. Those that are more distinguished through these religious organizations—many very generous minds are kept in churches solely because of the opportunity it affords them of expressing their benevolent feelings in a popular and conspicuous way.—Yours, &c., xyxy=(480,1435,628,1534)
extract-paragraph: The Figaro announces that a duel has been fought between M. Delpech, late Prefect of the Bouche-du-Rhone and commandant of a brigade in the Garibaldian Army, and Mr Middleton, an Englishman. The duel arose out of several articles written by the latter gentleman in the Salut Public of Lyons, which M. Delpech considered as an insult addressed to the army of Garibaldi. Mr Middleton was wounded. xyxy=(950,1059,1091,1168)
board-paragraph: Mr. Thackery, in support of the petition, said that if the central street was constructed by the Board, the inhabitants would themselves construct sideways, &c. The inhabitants felt that they had been neglected in the matter by the Board. xyxy=(12,1306,158,1365)
